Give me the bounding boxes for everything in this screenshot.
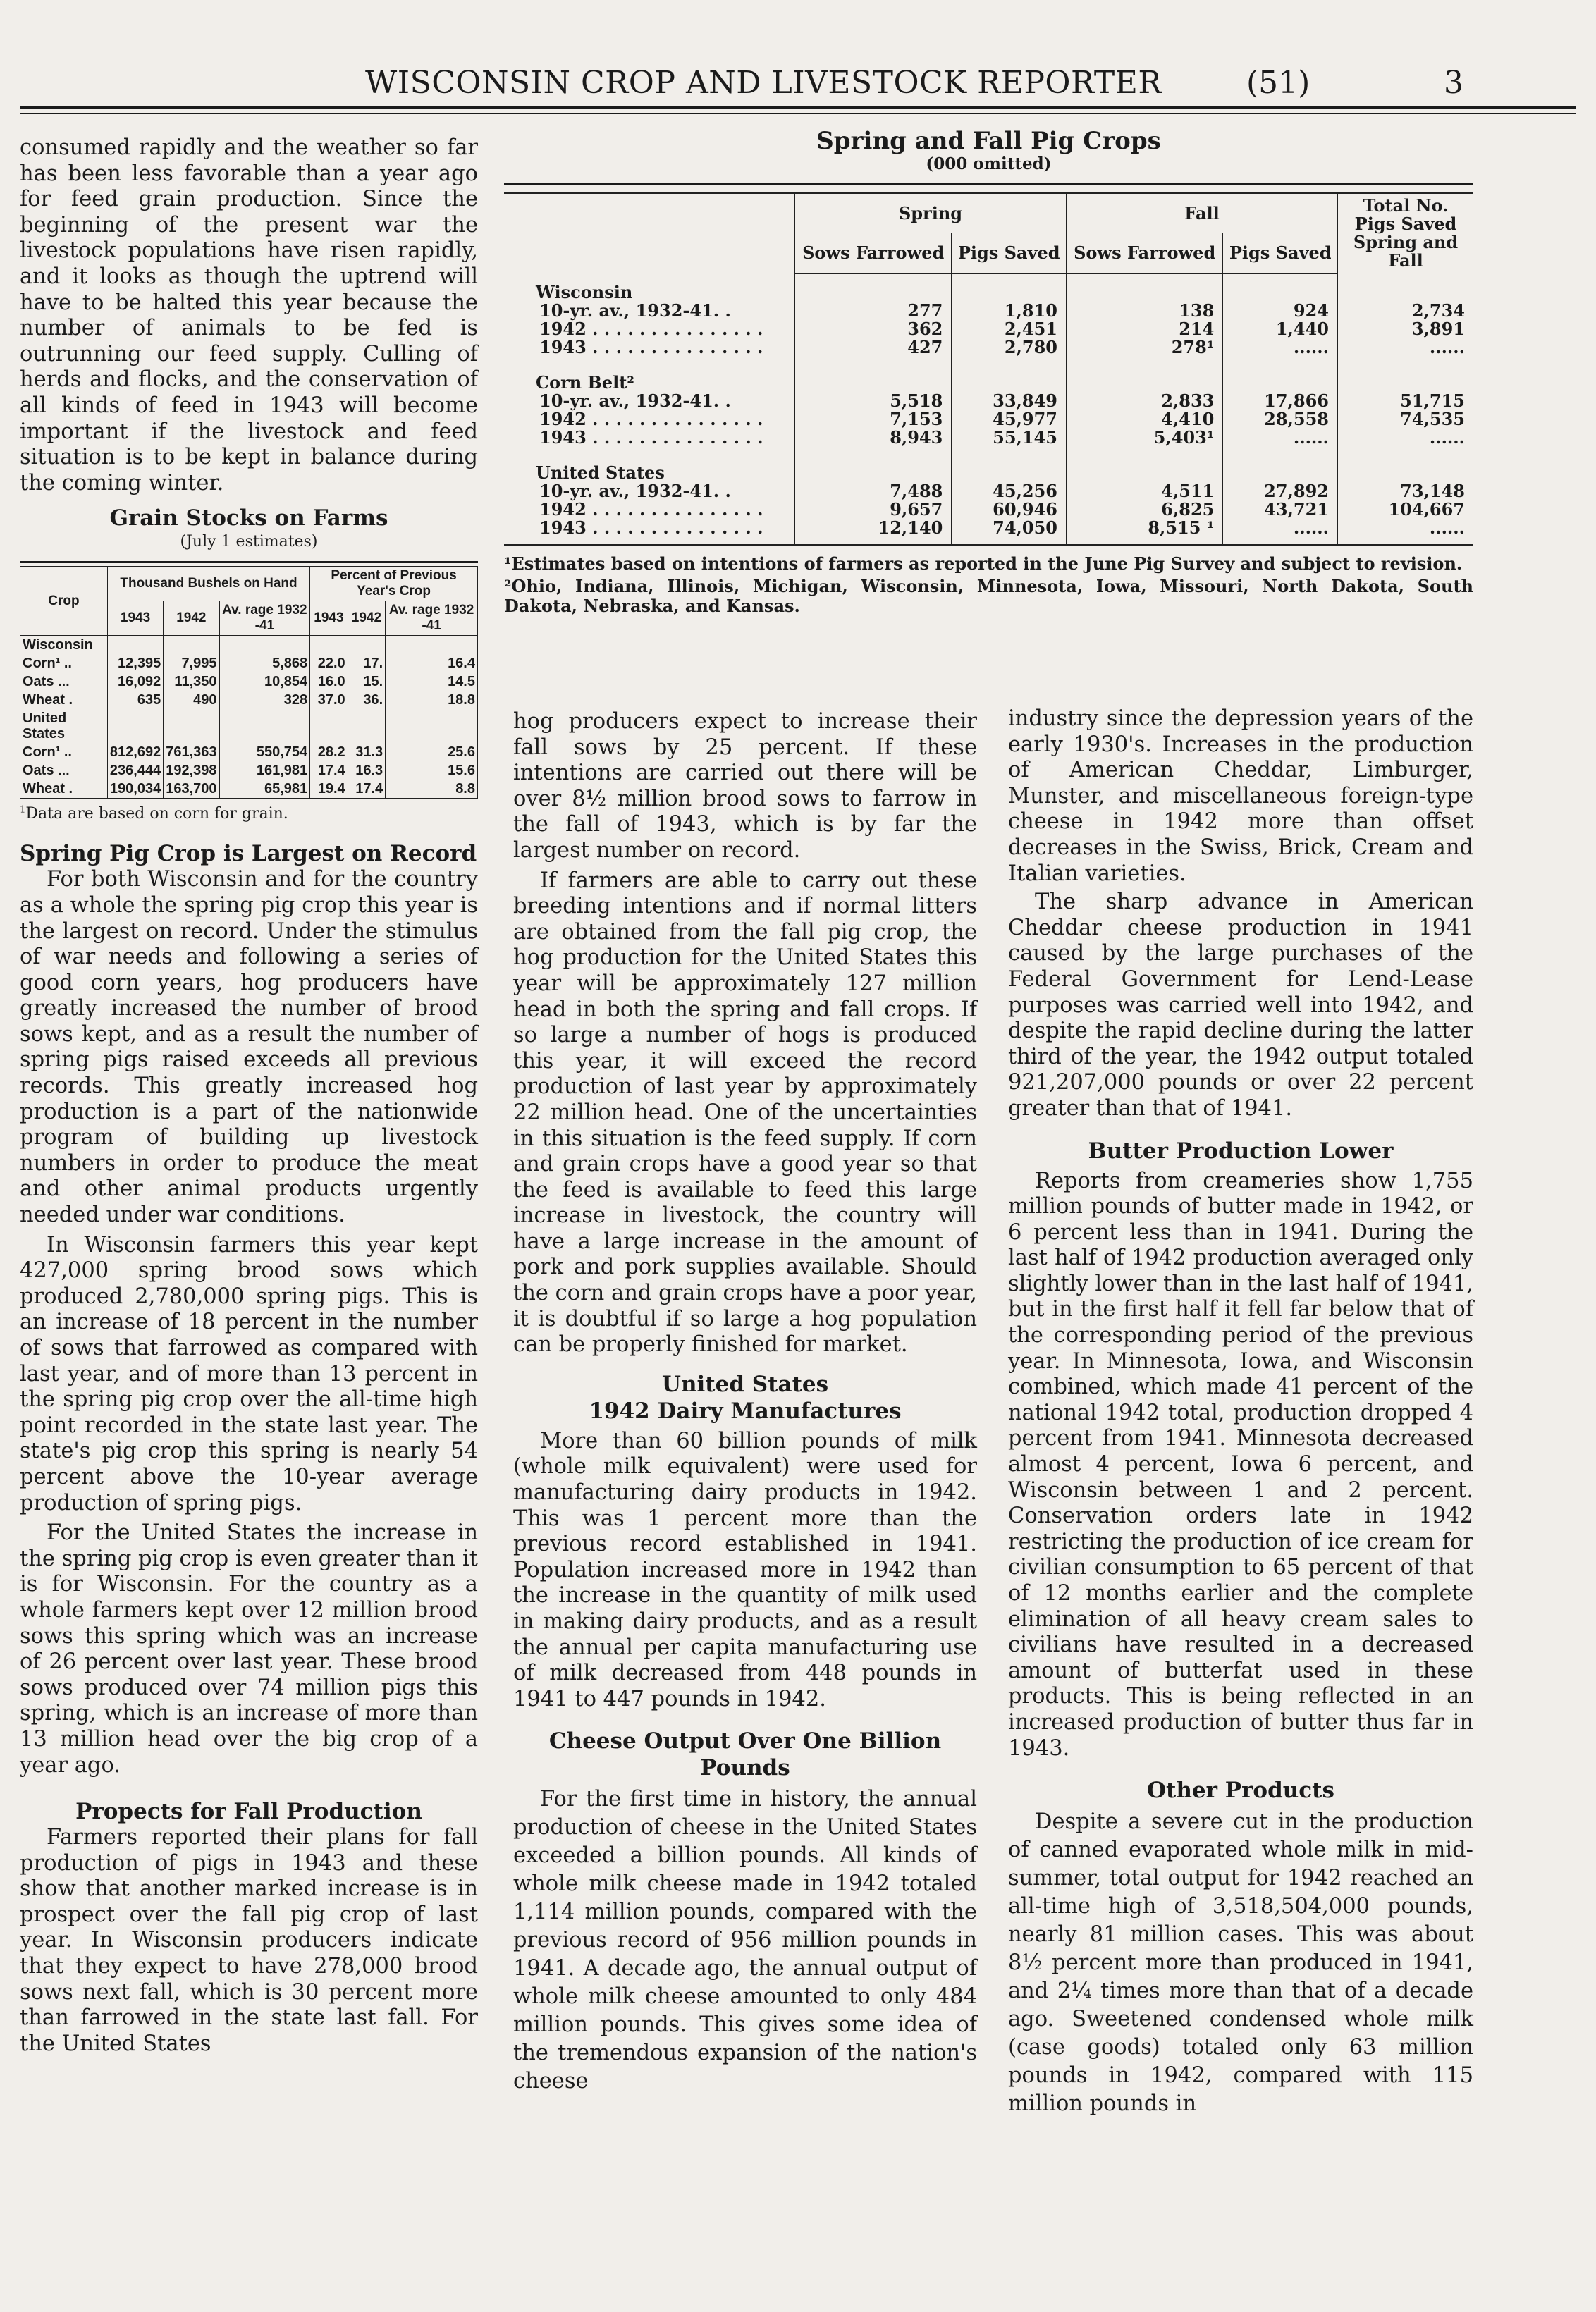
cheese-paragraph: For the first time in history, the annual production of cheese in the United States exceeded a billion pounds. All kinds of whole milk cheese made in 1942 totaled 1,114 million pounds, compared with the previous record of 956 million pounds in 1941. A decade ago, the annual output of whole milk cheese amounted to only 484 million pounds. This gives some idea of the tremendous expansion of the nation's cheese [513, 1787, 977, 2094]
grain-stocks-subtitle: (July 1 estimates) [180, 533, 318, 551]
group-label: United States [20, 709, 108, 743]
pig-crops-table [504, 192, 1473, 546]
pig-footnote-2: ²Ohio, Indiana, Illinois, Michigan, Wisconsin, Minnesota, Iowa, Missouri, North Dakota, South Dakota, Nebraska, and Kansas. [504, 576, 1473, 616]
grain-table-top-rule [20, 561, 478, 563]
spring-paragraph-3: For the United States the increase in the spring pig crop is even greater than it is for Wisconsin. For the country as a whole farmers kept over 12 million brood sows this spring which was an increase of 26 percent over last year. These brood sows produced over 74 million pigs this spring, which is an increase of more than 13 million head over the big crop of a year ago. [20, 1520, 478, 1778]
right-paragraph-2: The sharp advance in American Cheddar cheese production in 1941 caused by the large purchases of the Federal Government for Lend-Lease purposes was carried well into 1942, and despite the rapid decline during the latter third of the year, the 1942 output totaled 921,207,000 pounds or over 22 percent greater than that of 1941. [1008, 890, 1473, 1121]
left-column [20, 135, 478, 2057]
butter-paragraph: Reports from creameries show 1,755 million pounds of butter made in 1942, or 6 percent less than in 1941. During the last half of 1942 production averaged only slightly lower than in the last half of 1941, but in the first half it fell far below that of the corresponding period of the previous year. In Minnesota, Iowa, and Wisconsin combined, which made 41 percent of the national 1942 total, production dropped 4 percent from 1941. Minnesota decreased almost 4 percent, Iowa 6 percent, and Wisconsin between 1 and 2 percent. Conservation orders late in 1942 restricting the production of ice cream for civilian consumption to 65 percent of that of 12 months earlier and the complete elimination of all heavy cream sales to civilians have resulted in a decreased amount of butterfat used in these products. This is being reflected in an increased production of butter thus far in 1943. [1008, 1168, 1473, 1761]
table-row: 1942 . . . . . . . . . . . . . . . 9,657 60,946 6,825 43,721 104,667 [504, 500, 1473, 519]
pig-table-top-rule [504, 183, 1473, 185]
group-label: Wisconsin [536, 282, 633, 302]
butter-heading: Butter Production Lower [1088, 1138, 1394, 1164]
col-1942: 1942 [348, 601, 386, 636]
page-header [20, 65, 1576, 107]
table-row: Oats ... 16,092 11,350 10,854 16.0 15. 14.5 [20, 672, 478, 691]
middle-column [513, 709, 977, 2096]
dairy-heading-2: 1942 Dairy Manufactures [589, 1398, 902, 1424]
table-row: 10-yr. av., 1932-41. . 5,518 33,849 2,833 17,866 51,715 [504, 392, 1473, 410]
col-total: Total No. Pigs Saved Spring and Fall [1338, 193, 1474, 273]
dairy-paragraph: More than 60 billion pounds of milk (whole milk equivalent) were used for manufacturing dairy products in 1942. This was 1 percent more than the previous record established in 1941. Population increased more in 1942 than the increase in the quantity of milk used in making dairy products, and as a result the annual per capita manufacturing use of milk decreased from 448 pounds in 1941 to 447 pounds in 1942. [513, 1428, 977, 1711]
col-1943: 1943 [107, 601, 163, 636]
table-row: 10-yr. av., 1932-41. . 277 1,810 138 924 2,734 [504, 302, 1473, 320]
grain-stocks-table [20, 566, 478, 799]
issue-number: (51) [1246, 65, 1310, 101]
fall-production-heading: Propects for Fall Production [75, 1799, 422, 1825]
table-row: Wheat . 190,034 163,700 65,981 19.4 17.4 8.8 [20, 780, 478, 799]
col-crop: Crop [20, 567, 108, 636]
group-label: Corn Belt² [536, 372, 634, 393]
mid-paragraph-2: If farmers are able to carry out these breeding intentions and if normal litters are obtained from the fall pig crop, the hog production for the United States this year will be approximately 127 million head in both the spring and fall crops. If so large a number of hogs is produced this year, it will exceed the record production of last year by approximately 22 million head. One of the uncertainties in this situation is the feed supply. If corn and grain crops have a good year so that the feed is available to feed this large increase in livestock, the country will have a large increase in the amount of pork and pork supplies available. Should the corn and grain crops have a poor year, it is doubtful if so large a hog population can be properly finished for market. [513, 868, 977, 1358]
cheese-heading: Cheese Output Over One Billion Pounds [548, 1728, 942, 1781]
table-row: Corn¹ .. 12,395 7,995 5,868 22.0 17. 16.4 [20, 654, 478, 672]
mid-paragraph-1: hog producers expect to increase their fall sows by 25 percent. If these intentions are carried out there will be over 8½ million brood sows to farrow in the fall of 1943, which is by far the largest number on record. [513, 709, 977, 863]
col-1943: 1943 [310, 601, 348, 636]
dairy-heading-1: United States [661, 1371, 829, 1397]
col-fall-sows: Sows Farrowed [1066, 233, 1222, 273]
table-row: 1943 . . . . . . . . . . . . . . . 427 2,780 278¹ ...... ...... [504, 338, 1473, 357]
right-paragraph-1: industry since the depression years of the early 1930's. Increases in the production of American Cheddar, Limburger, Munster, and miscellaneous foreign-type cheese in 1942 more than offset decreases in the Swiss, Brick, Cream and Italian varieties. [1008, 706, 1473, 886]
fall-paragraph: Farmers reported their plans for fall production of pigs in 1943 and these show that another marked increase is in prospect over the fall pig crop of last year. In Wisconsin producers indicate that they expect to have 278,000 brood sows next fall, which is 30 percent more than farrowed in the state last fall. For the United States [20, 1825, 478, 2056]
col-group-percent: Percent of Previous Year's Crop [310, 567, 478, 601]
col-spring-pigs: Pigs Saved [952, 233, 1067, 273]
table-row: 1943 . . . . . . . . . . . . . . . 8,943 55,145 5,403¹ ...... ...... [504, 429, 1473, 447]
table-row: 1943 . . . . . . . . . . . . . . . 12,140 74,050 8,515 ¹ ...... ...... [504, 519, 1473, 545]
spring-paragraph-1: For both Wisconsin and for the country as a whole the spring pig crop this year is the largest on record. Under the stimulus of war needs and following a series of good corn years, hog producers have greatly increased the number of brood sows kept, and as a result the number of spring pigs raised exceeds all previous records. This greatly increased hog production is a part of the nationwide program of building up livestock numbers in order to produce the meat and other animal products urgently needed under war conditions. [20, 867, 478, 1228]
group-label: Wisconsin [20, 636, 108, 655]
grain-stocks-heading: Grain Stocks on Farms [109, 505, 388, 531]
col-group-fall: Fall [1066, 193, 1337, 233]
publication-title: WISCONSIN CROP AND LIVESTOCK REPORTER [365, 65, 1162, 101]
grain-footnote: $^1$Data are based on corn for grain. [20, 804, 288, 823]
col-group-spring: Spring [795, 193, 1067, 233]
col-fall-pigs: Pigs Saved [1223, 233, 1338, 273]
other-products-heading: Other Products [1147, 1778, 1334, 1804]
spring-paragraph-2: In Wisconsin farmers this year kept 427,000 spring brood sows which produced 2,780,000 spring pigs. This is an increase of 18 percent in the number of sows that farrowed as compared with last year, and of more than 13 percent in the spring pig crop over the all-time high point recorded in the state last year. The state's pig crop this spring is nearly 54 percent above the 10-year average production of spring pigs. [20, 1232, 478, 1515]
pig-table-subtitle: (000 omitted) [926, 154, 1052, 173]
header-rule-thick [20, 106, 1576, 109]
col-group-bushels: Thousand Bushels on Hand [107, 567, 309, 601]
table-row: Wheat . 635 490 328 37.0 36. 18.8 [20, 691, 478, 709]
right-column [1008, 706, 1473, 2118]
pig-table-title: Spring and Fall Pig Crops [816, 127, 1161, 155]
table-row: 1942 . . . . . . . . . . . . . . . 7,153 45,977 4,410 28,558 74,535 [504, 410, 1473, 429]
col-average: Av. rage 1932 -41 [219, 601, 310, 636]
col-average: Av. rage 1932 -41 [386, 601, 478, 636]
table-row: 1942 . . . . . . . . . . . . . . . 362 2,451 214 1,440 3,891 [504, 320, 1473, 338]
pig-footnote-1: ¹Estimates based on intentions of farmers as reported in the June Pig Survey and subject to revision. [504, 553, 1463, 574]
table-row: 10-yr. av., 1932-41. . 7,488 45,256 4,511 27,892 73,148 [504, 482, 1473, 500]
col-1942: 1942 [164, 601, 219, 636]
other-products-paragraph: Despite a severe cut in the production of canned evaporated whole milk in mid-summer, total output for 1942 reached an all-time high of 3,518,504,000 pounds, nearly 81 million cases. This was about 8½ percent more than produced in 1941, and 2¼ times more than that of a decade ago. Sweetened condensed whole milk (case goods) totaled only 63 million pounds in 1942, compared with 115 million pounds in [1008, 1809, 1473, 2117]
header-rule-thin [20, 113, 1576, 114]
page-number: 3 [1444, 65, 1463, 101]
spring-pig-heading: Spring Pig Crop is Largest on Record [20, 841, 477, 867]
pig-crops-table-block [504, 127, 1473, 616]
table-row: Oats ... 236,444 192,398 161,981 17.4 16.3 15.6 [20, 761, 478, 780]
group-label: United States [536, 462, 665, 483]
table-row: Corn¹ .. 812,692 761,363 550,754 28.2 31.3 25.6 [20, 743, 478, 761]
col-spring-sows: Sows Farrowed [795, 233, 952, 273]
intro-paragraph: consumed rapidly and the weather so far has been less favorable than a year ago for feed grain production. Since the beginning of the present war the livestock populations have risen rapidly, and it looks as though the uptrend will have to be halted this year because the number of animals to be fed is outrunning our feed supply. Culling of herds and flocks, and the conservation of all kinds of feed in 1943 will become important if the livestock and feed situation is to be kept in balance during the coming winter. [20, 135, 478, 496]
